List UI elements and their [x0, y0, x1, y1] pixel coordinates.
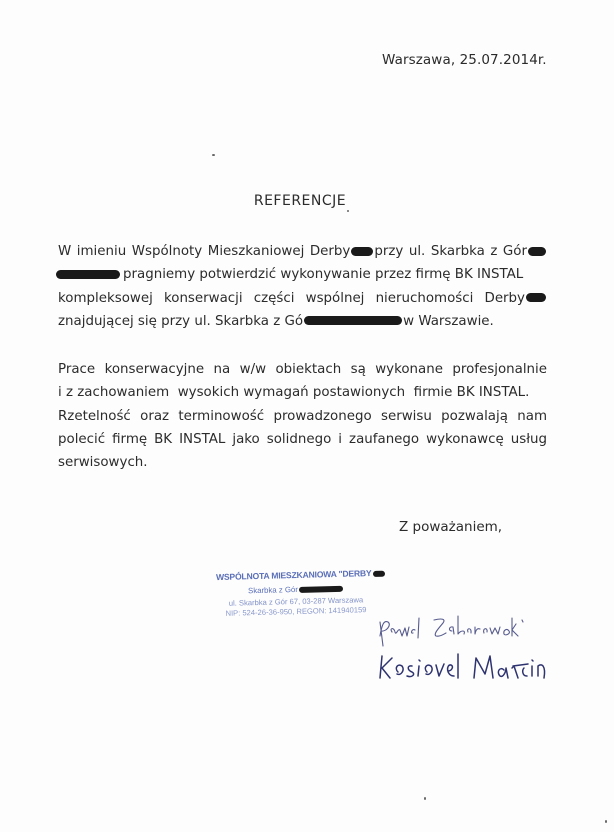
association-stamp — [216, 570, 376, 616]
paragraph-line — [58, 287, 547, 310]
closing-salutation: Z poważaniem, — [399, 519, 503, 535]
paragraph-2 — [58, 358, 547, 474]
paragraph-line: serwisowych. — [58, 455, 148, 471]
paragraph-line — [58, 310, 547, 333]
letter-title: REFERENCJE — [253, 193, 347, 209]
scan-speck — [424, 797, 426, 800]
stamp-line — [216, 583, 376, 596]
paragraph-line — [58, 240, 547, 263]
paragraph-line: polecić firmę BK INSTAL jako solidnego i zaufanego wykonawcę usług — [58, 431, 547, 447]
redaction-mark — [299, 586, 343, 593]
scan-speck — [605, 820, 607, 823]
paragraph-line — [58, 263, 547, 286]
line-text: pragniemy potwierdzić wykonywanie przez firmę BK INSTAL — [123, 267, 524, 283]
line-text: znajdującej się przy ul. Skarbka z Gó — [58, 313, 304, 329]
stamp-name: WSPÓLNOTA MIESZKANIOWA "DERBY — [215, 568, 372, 583]
redaction-mark — [372, 570, 384, 576]
redaction-mark — [351, 247, 373, 256]
line-text: W imieniu Wspólnoty Mieszkaniowej Derby — [58, 244, 351, 259]
line-text: przy ul. Skarbka z Gór — [374, 244, 527, 259]
line-text: kompleksowej konserwacji części wspólnej nieruchomości Derby — [58, 290, 525, 306]
redaction-mark — [526, 293, 546, 302]
stamp-street: Skarbka z Gór — [247, 584, 299, 596]
signature-image — [372, 606, 562, 686]
paragraph-line: Prace konserwacyjne na w/w obiektach są wykonane profesjonalnie — [58, 362, 547, 377]
scan-speck — [212, 154, 215, 156]
stamp-address: ul. Skarbka z Gór 67, 03-287 Warszawa — [228, 595, 364, 608]
letter-date: Warszawa, 25.07.2014r. — [382, 52, 547, 68]
redaction-mark — [528, 247, 546, 256]
line-text: w Warszawie. — [403, 313, 494, 329]
stamp-ids: NIP: 524-26-36-950, REGON: 141940159 — [225, 605, 367, 618]
paragraph-line: i z zachowaniem wysokich wymagań postawionych firmie BK INSTAL. — [58, 385, 530, 401]
redaction-mark — [304, 316, 402, 325]
scan-speck — [347, 210, 349, 212]
redaction-mark — [56, 270, 120, 279]
paragraph-line: Rzetelność oraz terminowość prowadzonego serwisu pozwalają nam — [58, 408, 547, 424]
paragraph-1 — [58, 240, 547, 333]
stamp-line — [216, 568, 376, 582]
